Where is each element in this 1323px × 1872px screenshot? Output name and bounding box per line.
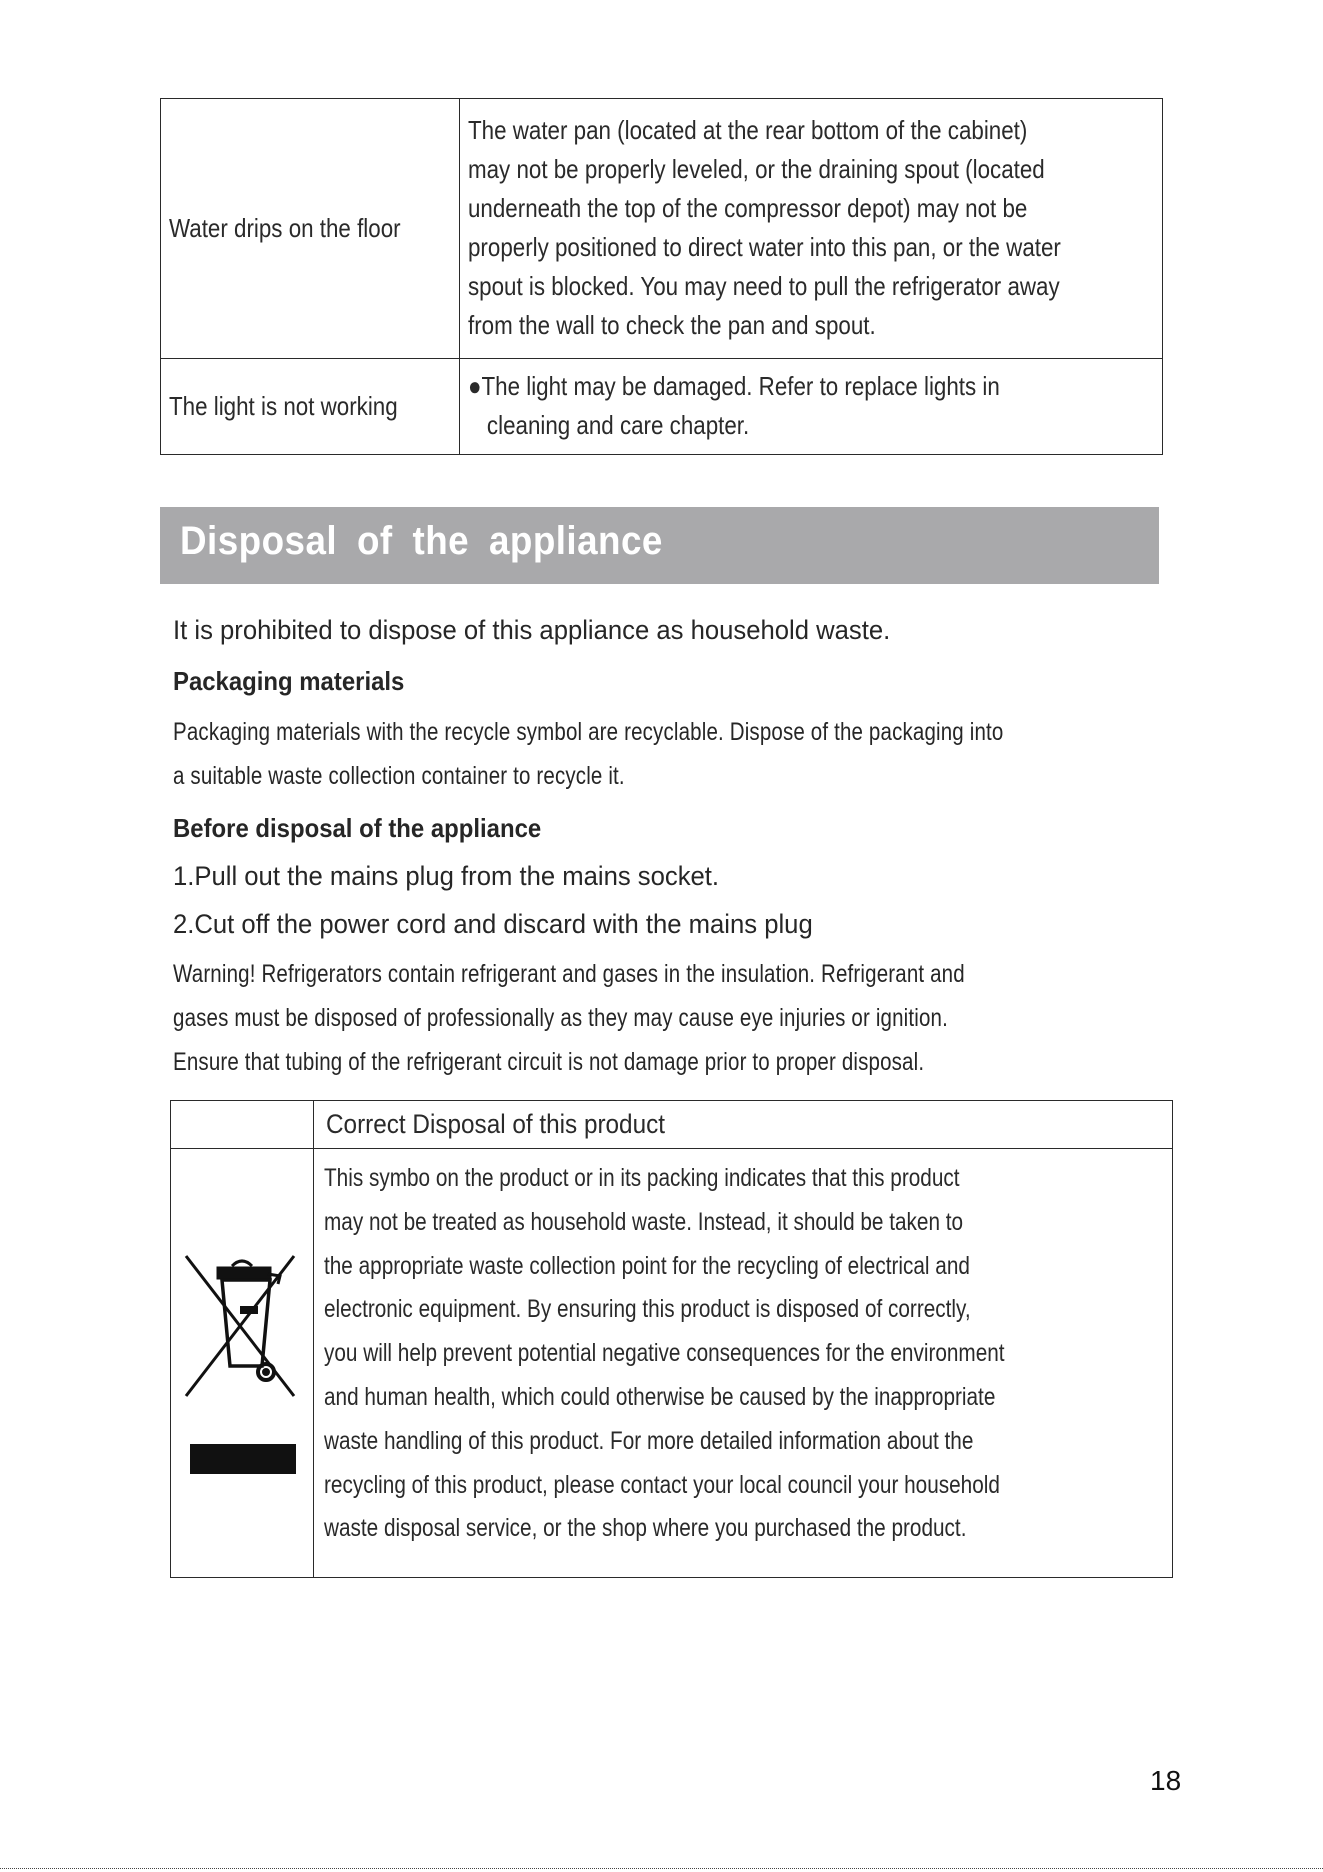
weee-line: you will help prevent potential negative consequences for the environment	[324, 1339, 1005, 1368]
before-disposal-heading: Before disposal of the appliance	[173, 813, 542, 843]
empty-header-cell	[171, 1101, 314, 1149]
packaging-line: Packaging materials with the recycle symbol are recyclable. Dispose of the packaging into	[173, 718, 1004, 746]
packaging-line: a suitable waste collection container to recycle it.	[173, 762, 625, 790]
problem-text: The light is not working	[169, 391, 398, 421]
problem-text: Water drips on the floor	[169, 213, 401, 243]
crossed-out-wheelie-bin-icon	[180, 1226, 304, 1496]
intro-text: It is prohibited to dispose of this appliance as household waste.	[173, 615, 891, 645]
weee-line: the appropriate waste collection point for the recycling of electrical and	[324, 1251, 970, 1280]
weee-line: waste handling of this product. For more detailed information about the	[324, 1426, 974, 1455]
warning-line: gases must be disposed of professionally as they may cause eye injuries or ignition.	[173, 1004, 948, 1032]
table-row	[161, 359, 1163, 455]
solution-line: cleaning and care chapter.	[486, 409, 750, 440]
weee-line: This symbo on the product or in its packing indicates that this product	[324, 1164, 960, 1192]
solution-line: spout is blocked. You may need to pull the refrigerator away	[468, 270, 1060, 301]
solution-line: from the wall to check the pan and spout.	[468, 309, 876, 340]
weee-title-cell	[314, 1101, 1173, 1149]
weee-line: electronic equipment. By ensuring this product is disposed of correctly,	[324, 1295, 971, 1324]
solution-line: properly positioned to direct water into this pan, or the water	[468, 231, 1061, 262]
weee-table	[170, 1100, 1173, 1578]
solution-line: underneath the top of the compressor depot) may not be	[468, 192, 1028, 223]
section-title: Disposal of the appliance	[180, 519, 663, 563]
warning-line: Warning! Refrigerators contain refrigerant and gases in the insulation. Refrigerant and	[173, 960, 965, 988]
table-row	[171, 1149, 1173, 1578]
weee-icon-cell	[171, 1149, 314, 1578]
table-row	[171, 1101, 1173, 1149]
problem-cell	[161, 359, 460, 455]
solution-line: ●The light may be damaged. Refer to replace lights in	[468, 370, 1000, 401]
solution-cell	[460, 359, 1163, 455]
weee-line: and human health, which could otherwise be caused by the inappropriate	[324, 1382, 996, 1411]
weee-line: recycling of this product, please contact your local council your household	[324, 1470, 1000, 1499]
weee-line: may not be treated as household waste. Instead, it should be taken to	[324, 1207, 964, 1236]
bottom-divider	[0, 1868, 1323, 1869]
solution-line: The water pan (located at the rear bottom of the cabinet)	[468, 114, 1028, 145]
weee-title: Correct Disposal of this product	[326, 1109, 665, 1139]
weee-line: waste disposal service, or the shop where you purchased the product.	[324, 1514, 967, 1543]
step-item: 1.Pull out the mains plug from the mains socket.	[173, 861, 720, 891]
solution-line: may not be properly leveled, or the draining spout (located	[468, 153, 1045, 184]
section-banner	[160, 507, 1159, 584]
page-number: 18	[1150, 1765, 1182, 1796]
packaging-heading: Packaging materials	[173, 666, 405, 696]
table-row	[161, 99, 1163, 359]
troubleshooting-table	[160, 98, 1163, 455]
problem-cell	[161, 99, 460, 359]
solution-cell	[460, 99, 1163, 359]
weee-body-cell	[314, 1149, 1173, 1578]
step-item: 2.Cut off the power cord and discard with the mains plug	[173, 909, 813, 939]
warning-line: Ensure that tubing of the refrigerant circuit is not damage prior to proper disposal.	[173, 1048, 925, 1076]
